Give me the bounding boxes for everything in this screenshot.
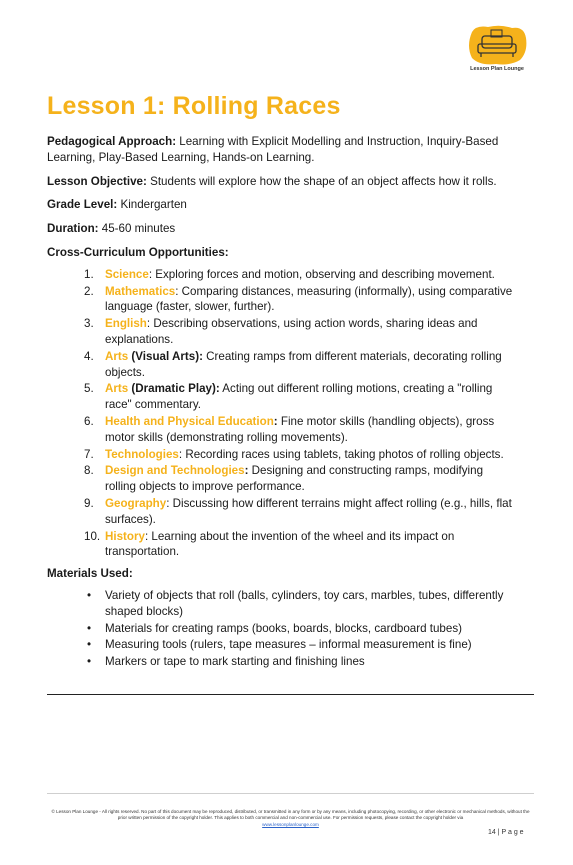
subject-name: Design and Technologies [105, 464, 245, 478]
item-text: Variety of objects that roll (balls, cylinders, toy cars, marbles, tubes, differently shaped blocks) [105, 588, 504, 618]
duration-label: Duration: [47, 222, 99, 236]
list-item [47, 621, 517, 637]
list-item [47, 284, 517, 316]
item-text: Acting out different rolling motions, creating a "rolling race" commentary. [105, 382, 493, 412]
item-number: 9. [84, 496, 94, 510]
list-item [47, 654, 517, 670]
item-text: Fine motor skills (handling objects), gross motor skills (demonstrating rolling movements). [105, 414, 495, 444]
list-item [47, 463, 517, 495]
item-number: 1. [84, 267, 94, 281]
item-number: 6. [84, 414, 94, 428]
page-number: 14 | P a g e [488, 829, 524, 836]
list-item [47, 267, 517, 283]
list-item [47, 316, 517, 348]
item-text: Measuring tools (rulers, tape measures – informal measurement is fine) [105, 638, 472, 652]
list-item [47, 447, 517, 463]
bullet-icon: • [87, 588, 92, 602]
couch-logo-icon [466, 24, 528, 68]
item-text: : Exploring forces and motion, observing and describing movement. [148, 267, 495, 281]
item-text: Markers or tape to mark starting and finishing lines [105, 655, 365, 669]
footer-copyright [47, 809, 534, 828]
footer-divider [47, 793, 534, 794]
approach-label: Pedagogical Approach: [47, 135, 177, 148]
item-text: : Describing observations, using action words, sharing ideas and explanations. [105, 317, 478, 346]
list-item [47, 349, 517, 381]
bullet-icon: • [87, 655, 92, 669]
logo-text: Lesson Plan Lounge [470, 66, 524, 72]
subject-extra: (Visual Arts): [128, 349, 203, 363]
page-title: Lesson 1: Rolling Races [47, 92, 341, 120]
lesson-objective [47, 174, 517, 190]
grade-label: Grade Level: [47, 198, 118, 212]
subject-name: Technologies [105, 447, 179, 461]
objective-value: Students will explore how the shape of an object affects how it rolls. [146, 174, 497, 188]
section-divider [47, 694, 534, 695]
item-number: 10. [84, 529, 101, 543]
item-text: : Comparing distances, measuring (informally), using comparative language (faster, slower, further). [105, 284, 513, 314]
item-text: Materials for creating ramps (books, boards, blocks, cardboard tubes) [105, 621, 462, 635]
list-item [47, 637, 517, 653]
copyright-text: © Lesson Plan Lounge - All rights reserved. No part of this document may be reproduced, distributed, or transmitted in any form or by any means, including photocopying, recording, or other electronic or mechanical methods, without the prior written permission of the copyright holder. This applies to both commercial and non-commercial use. For permission requests, please contact the copyright holder via [51, 809, 530, 821]
cross-curriculum-list [47, 267, 517, 560]
list-item [47, 414, 517, 446]
pedagogical-approach [47, 134, 517, 166]
list-item [47, 496, 517, 528]
item-text: : Recording races using tablets, taking photos of rolling objects. [178, 447, 504, 461]
footer-website-link[interactable]: www.lessonplanlounge.com [262, 821, 319, 827]
list-item [47, 588, 517, 620]
item-number: 7. [84, 447, 94, 461]
item-number: 3. [84, 317, 94, 331]
item-number: 8. [84, 464, 94, 478]
subject-name: English [105, 317, 147, 331]
item-number: 4. [84, 349, 94, 363]
subject-extra: : [244, 464, 249, 478]
subject-name: Health and Physical Education [105, 414, 274, 428]
item-number: 2. [84, 284, 94, 298]
list-item [47, 529, 517, 561]
subject-name: Science [105, 267, 149, 281]
subject-name: Arts [105, 349, 129, 363]
grade-level [47, 197, 517, 213]
subject-name: Mathematics [105, 284, 176, 298]
materials-list [47, 588, 517, 670]
subject-name: Geography [105, 496, 167, 510]
subject-extra: (Dramatic Play): [128, 382, 220, 396]
item-text: Creating ramps from different materials, decorating rolling objects. [105, 349, 502, 379]
subject-extra: : [273, 414, 278, 428]
duration [47, 221, 517, 237]
duration-value: 45-60 minutes [98, 222, 176, 236]
bullet-icon: • [87, 621, 92, 635]
subject-name: History [105, 529, 145, 543]
objective-label: Lesson Objective: [47, 174, 147, 188]
lesson-plan-lounge-logo [466, 24, 528, 76]
item-text: : Discussing how different terrains might affect rolling (e.g., hills, flat surfaces). [105, 496, 512, 526]
subject-name: Arts [105, 382, 129, 396]
materials-heading: Materials Used: [47, 567, 133, 581]
cross-curriculum-heading: Cross-Curriculum Opportunities: [47, 245, 229, 259]
bullet-icon: • [87, 638, 92, 652]
item-text: : Learning about the invention of the wheel and its impact on transportation. [105, 529, 455, 559]
lesson-content [47, 134, 517, 676]
item-text: Designing and constructing ramps, modifying rolling objects to improve performance. [105, 464, 484, 494]
approach-value: Learning with Explicit Modelling and Instruction, Inquiry-Based Learning, Play-Based Learning, Hands-on Learning. [47, 135, 499, 164]
item-number: 5. [84, 382, 94, 396]
grade-value: Kindergarten [117, 198, 187, 212]
list-item [47, 381, 517, 413]
